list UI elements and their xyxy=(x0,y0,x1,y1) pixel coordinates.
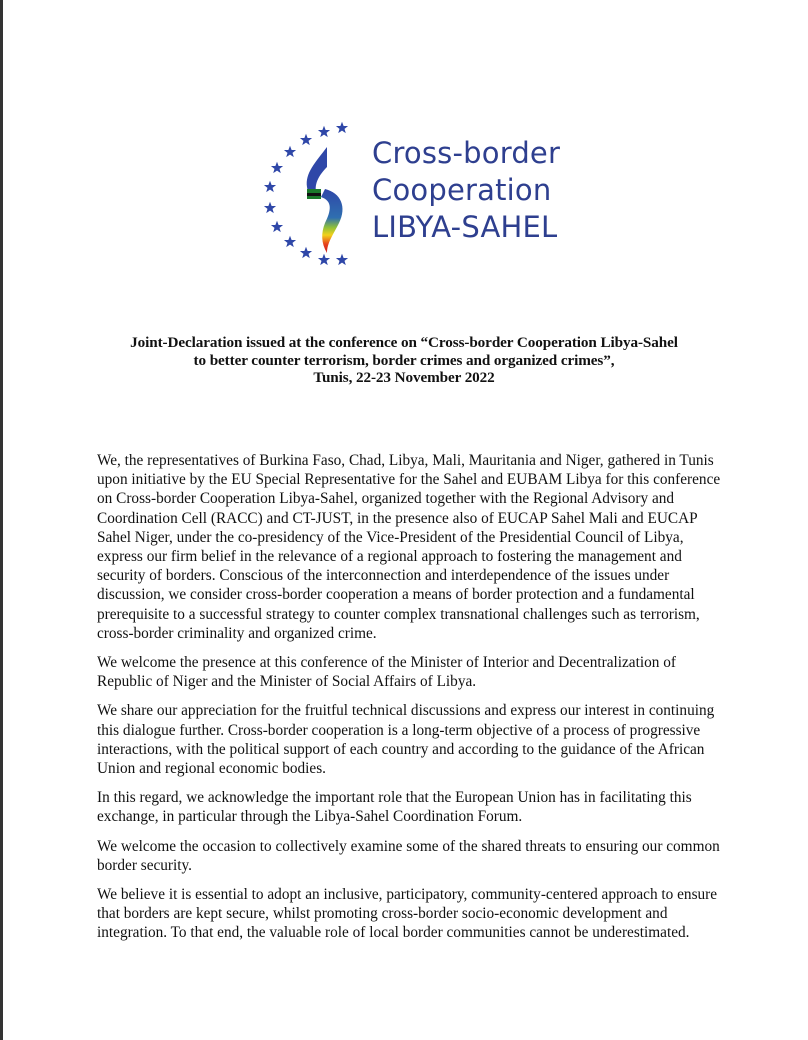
paragraph: We share our appreciation for the fruitful technical discussions and express our interest in continuing this dialogue further. Cross-border cooperation is a long-term objective of a process of progressive interactions, with the political support of each country and according to the guidance of the African Union and regional economic bodies. xyxy=(97,702,715,778)
paragraph: We welcome the presence at this conference of the Minister of Interior and Decentralization of Republic of Niger and the Minister of Social Affairs of Libya. xyxy=(97,654,676,691)
declaration-body xyxy=(97,451,733,953)
page-left-border xyxy=(0,0,3,1040)
paragraph: We believe it is essential to adopt an inclusive, participatory, community-centered approach to ensure that borders are kept secure, whilst promoting cross-border socio-economic development and integration. To that end, the valuable role of local border communities cannot be underestimated. xyxy=(97,886,718,942)
logo-wordmark xyxy=(372,135,560,246)
stars-ribbon-emblem-icon xyxy=(255,115,355,275)
title-line: Joint-Declaration issued at the conference on “Cross-border Cooperation Libya-Sahel xyxy=(130,334,678,351)
logo-line: Cross-border xyxy=(372,136,561,170)
paragraph: We welcome the occasion to collectively examine some of the shared threats to ensuring our common border security. xyxy=(97,837,720,874)
declaration-title xyxy=(80,334,728,387)
paragraph: In this regard, we acknowledge the important role that the European Union has in facilitating this exchange, in particular through the Libya-Sahel Coordination Forum. xyxy=(97,789,692,826)
logo-line: LIBYA-SAHEL xyxy=(372,210,558,244)
paragraph: We, the representatives of Burkina Faso, Chad, Libya, Mali, Mauritania and Niger, gathered in Tunis upon initiative by the EU Special Representative for the Sahel and EUBAM Libya for this conference on Cross-border Cooperation Libya-Sahel, organized together with the Regional Advisory and Coordination Cell (RACC) and CT-JUST, in the presence also of EUCAP Sahel Mali and EUCAP Sahel Niger, under the co-presidency of the Vice-President of the Presidential Council of Libya, express our firm belief in the relevance of a regional approach to fostering the management and security of borders. Conscious of the interconnection and interdependence of the issues under discussion, we consider cross-border cooperation a means of border protection and a fundamental prerequisite to a successful strategy to counter complex transnational challenges such as terrorism, cross-border criminality and organized crime. xyxy=(97,452,721,642)
title-line: to better counter terrorism, border crimes and organized crimes”, xyxy=(193,351,615,369)
logo-line: Cooperation xyxy=(372,173,552,207)
title-date-location: Tunis, 22-23 November 2022 xyxy=(313,369,495,386)
conference-logo xyxy=(255,115,595,275)
